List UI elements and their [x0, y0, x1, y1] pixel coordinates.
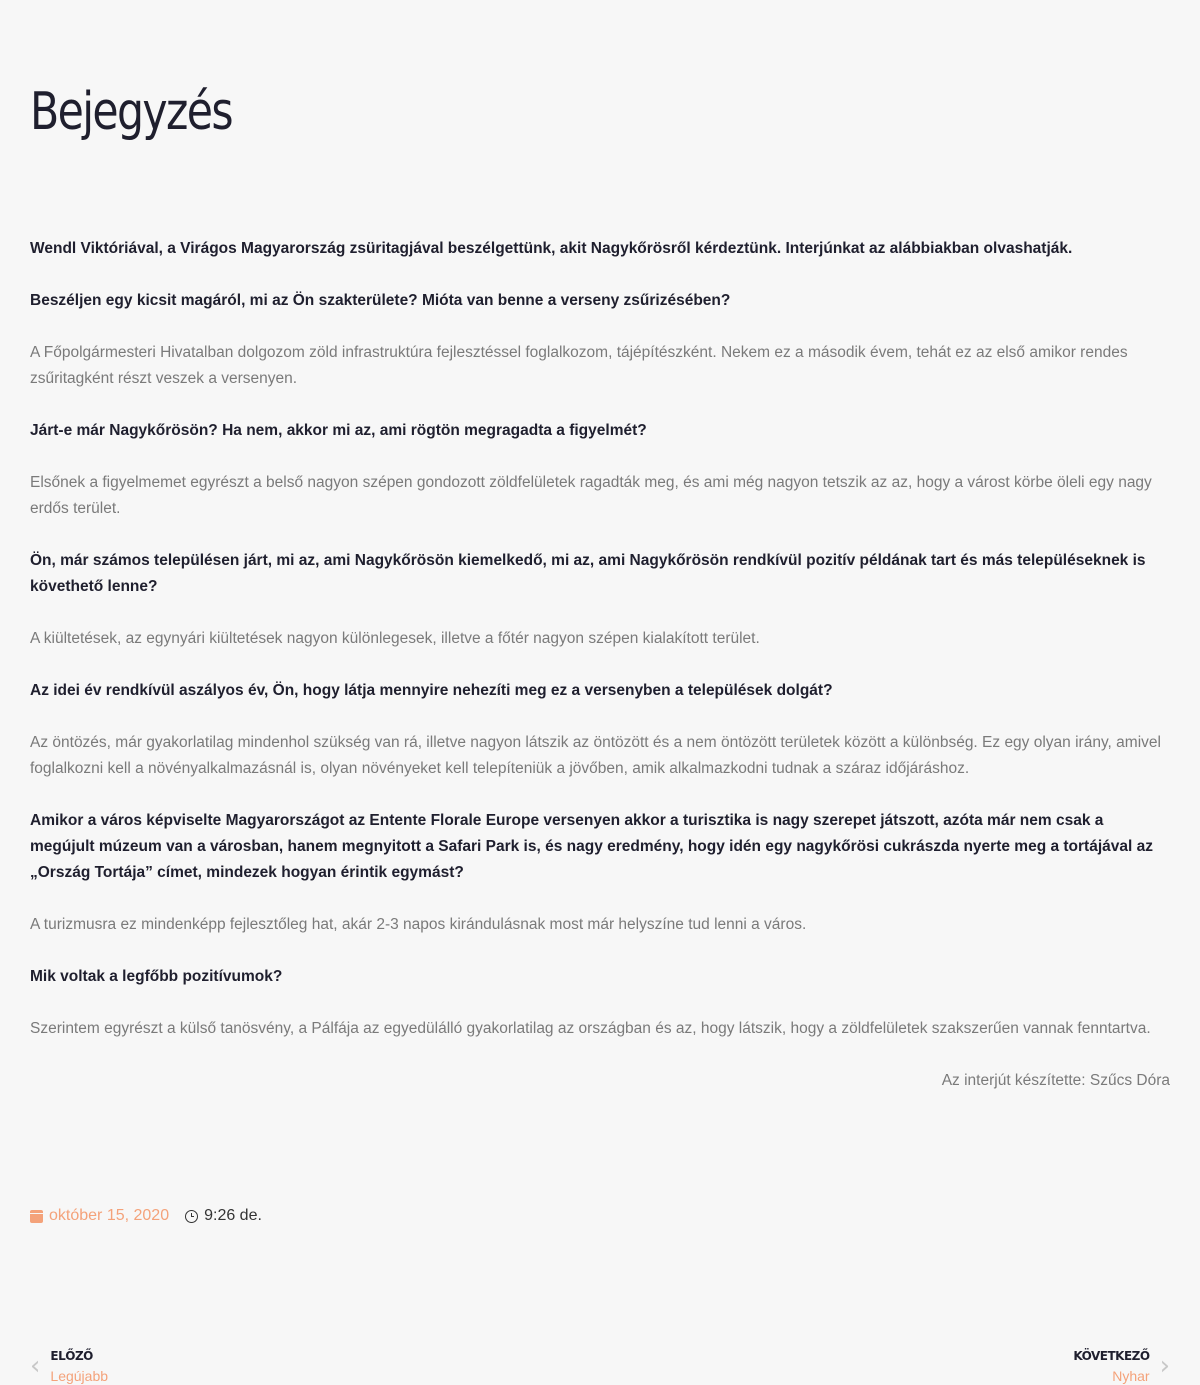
- article-body: [30, 236, 1170, 1120]
- page-title: Bejegyzés: [30, 82, 232, 142]
- post-meta: [30, 1207, 262, 1225]
- previous-title: Legújabb: [50, 1368, 109, 1384]
- previous-post-link[interactable]: [30, 1345, 108, 1385]
- question-4: Az idei év rendkívül aszályos év, Ön, hogy látja mennyire nehezíti meg ez a versenyben a települések dolgát?: [30, 682, 833, 699]
- question-1: Beszéljen egy kicsit magáról, mi az Ön szakterülete? Mióta van benne a verseny zsűrizésében?: [30, 292, 731, 309]
- next-post-link[interactable]: [1073, 1345, 1170, 1385]
- answer-2: Elsőnek a figyelmemet egyrészt a belső nagyon szépen gondozott zöldfelületek ragadták meg, és ami még nagyon tetszik az az, hogy a várost körbe öleli egy nagy erdős terület.: [30, 474, 1152, 517]
- post-date-link[interactable]: [30, 1207, 169, 1225]
- next-label: KÖVETKEZŐ: [1073, 1349, 1150, 1363]
- answer-4: Az öntözés, már gyakorlatilag mindenhol szükség van rá, illetve nagyon látszik az öntözött és a nem öntözött területek között a különbség. Ez egy olyan irány, amivel foglalkozni kell a növényalkalmazásnál is, olyan növényeket kell telepíteniük a jövőben, amik alkalmazkodni tudnak a száraz időjáráshoz.: [30, 734, 1161, 777]
- answer-6: Szerintem egyrészt a külső tanösvény, a Pálfája az egyedülálló gyakorlatilag az országban és az, hogy látszik, hogy a zöldfelületek szakszerűen vannak fenntartva.: [30, 1020, 1151, 1037]
- calendar-icon: [30, 1210, 43, 1223]
- previous-label: ELŐZŐ: [50, 1349, 93, 1363]
- question-6: Mik voltak a legfőbb pozitívumok?: [30, 968, 283, 985]
- answer-3: A kiültetések, az egynyári kiültetések nagyon különlegesek, illetve a főtér nagyon szépen kialakított terület.: [30, 630, 760, 647]
- post-navigation: [30, 1345, 1170, 1382]
- answer-1: A Főpolgármesteri Hivatalban dolgozom zöld infrastruktúra fejlesztéssel foglalkozom, tájépítészként. Nekem ez a második évem, tehát ez az első amikor rendes zsűritagként részt veszek a versenyen.: [30, 344, 1128, 387]
- next-title: Nyhar: [1112, 1368, 1150, 1384]
- post-time: 9:26 de.: [204, 1207, 262, 1224]
- answer-5: A turizmusra ez mindenképp fejlesztőleg hat, akár 2-3 napos kirándulásnak most már helyszíne tud lenni a város.: [30, 916, 807, 933]
- post-time-wrap: [185, 1207, 262, 1225]
- article-intro: Wendl Viktóriával, a Virágos Magyarország zsüritagjával beszélgettünk, akit Nagykőrösről kérdeztünk. Interjúnkat az alábbiakban olvashatják.: [30, 240, 1073, 257]
- clock-icon: [185, 1210, 198, 1223]
- chevron-right-icon: ›: [1159, 1351, 1170, 1381]
- chevron-left-icon: ‹: [30, 1351, 41, 1381]
- post-date: október 15, 2020: [49, 1207, 170, 1224]
- article-credit: Az interjút készítette: Szűcs Dóra: [941, 1072, 1170, 1089]
- question-2: Járt-e már Nagykőrösön? Ha nem, akkor mi az, ami rögtön megragadta a figyelmét?: [30, 422, 647, 439]
- question-3: Ön, már számos településen járt, mi az, ami Nagykőrösön kiemelkedő, mi az, ami Nagykőrösön rendkívül pozitív példának tart és más településeknek is követhető lenne?: [30, 552, 1146, 595]
- question-5: Amikor a város képviselte Magyarországot az Entente Florale Europe versenyen akkor a turisztika is nagy szerepet játszott, azóta már nem csak a megújult múzeum van a városban, hanem megnyitott a Safari Park is, és nagy eredmény, hogy idén egy nagykőrösi cukrászda nyerte meg a tortájával az „Ország Tortája” címet, mindezek hogyan érintik egymást?: [30, 812, 1153, 881]
